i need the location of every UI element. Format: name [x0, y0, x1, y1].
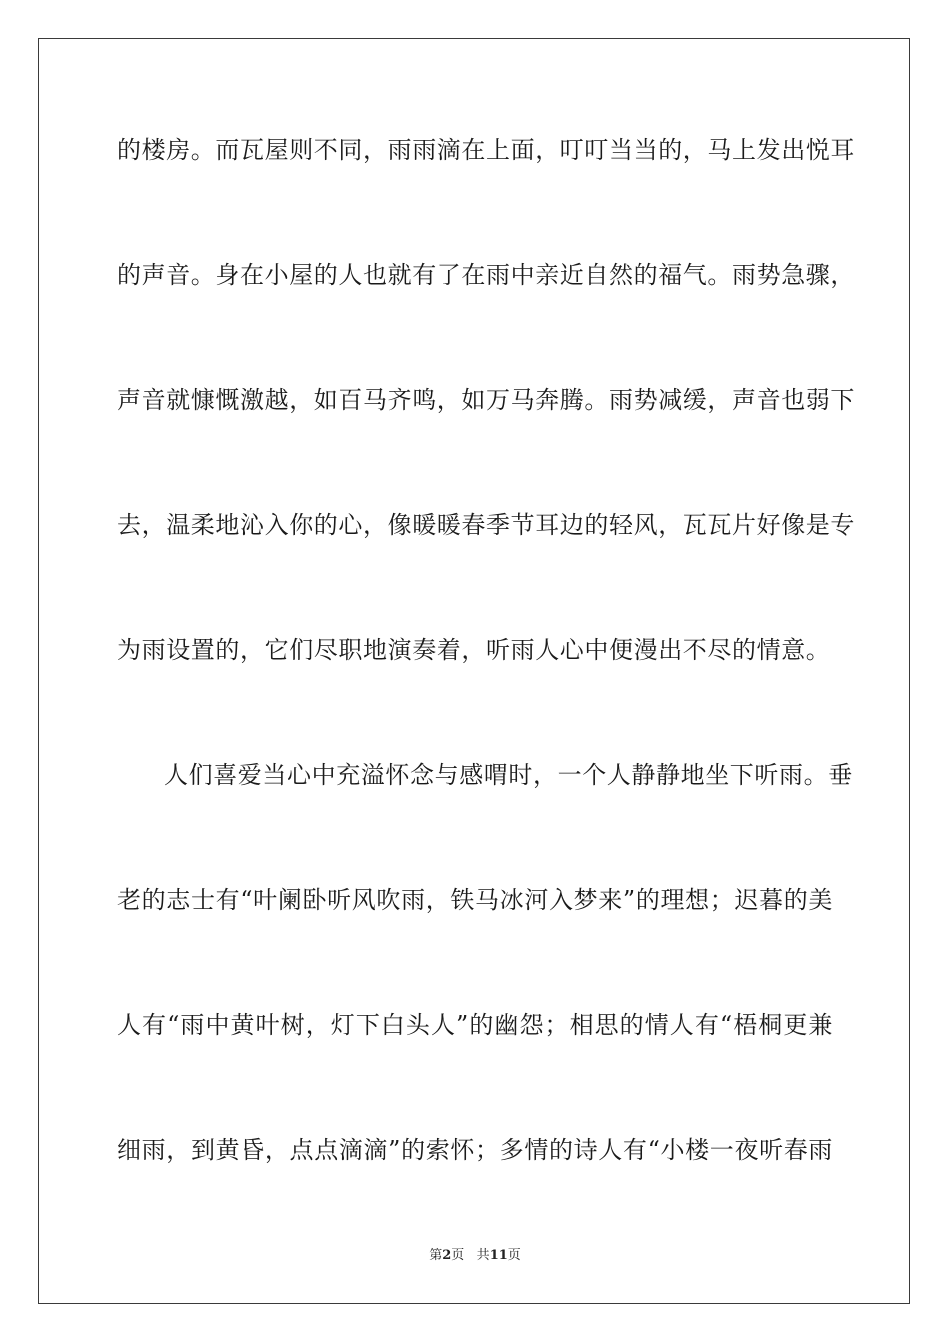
page-prefix: 第 [429, 1248, 443, 1263]
text-line: 去，温柔地沁入你的心，像暖暖春季节耳边的轻风，瓦瓦片好像是专 [117, 511, 855, 539]
page-border [38, 38, 910, 1304]
paragraph-first-line: 人们喜爱当心中充溢怀念与感喟时，一个人静静地坐下听雨。垂 [164, 761, 853, 789]
text-line: 为雨设置的，它们尽职地演奏着，听雨人心中便漫出不尽的情意。 [117, 636, 831, 664]
total-pages: 11 [489, 1248, 508, 1263]
page-footer [0, 1247, 950, 1265]
page-suffix: 页 [451, 1248, 465, 1263]
text-line: 人有“雨中黄叶树，灯下白头人”的幽怨；相思的情人有“梧桐更兼 [117, 1011, 833, 1039]
text-line: 细雨，到黄昏，点点滴滴”的索怀；多情的诗人有“小楼一夜听春雨 [117, 1136, 833, 1164]
page-number: 2 [442, 1248, 452, 1263]
text-line: 老的志士有“叶阑卧听风吹雨，铁马冰河入梦来”的理想；迟暮的美 [117, 886, 833, 914]
total-prefix: 共 [476, 1248, 490, 1263]
total-suffix: 页 [507, 1248, 521, 1263]
text-line: 的楼房。而瓦屋则不同，雨雨滴在上面，叮叮当当的，马上发出悦耳 [117, 136, 855, 164]
text-line: 声音就慷慨激越，如百马齐鸣，如万马奔腾。雨势减缓，声音也弱下 [117, 386, 855, 414]
text-line: 的声音。身在小屋的人也就有了在雨中亲近自然的福气。雨势急骤， [117, 261, 855, 289]
